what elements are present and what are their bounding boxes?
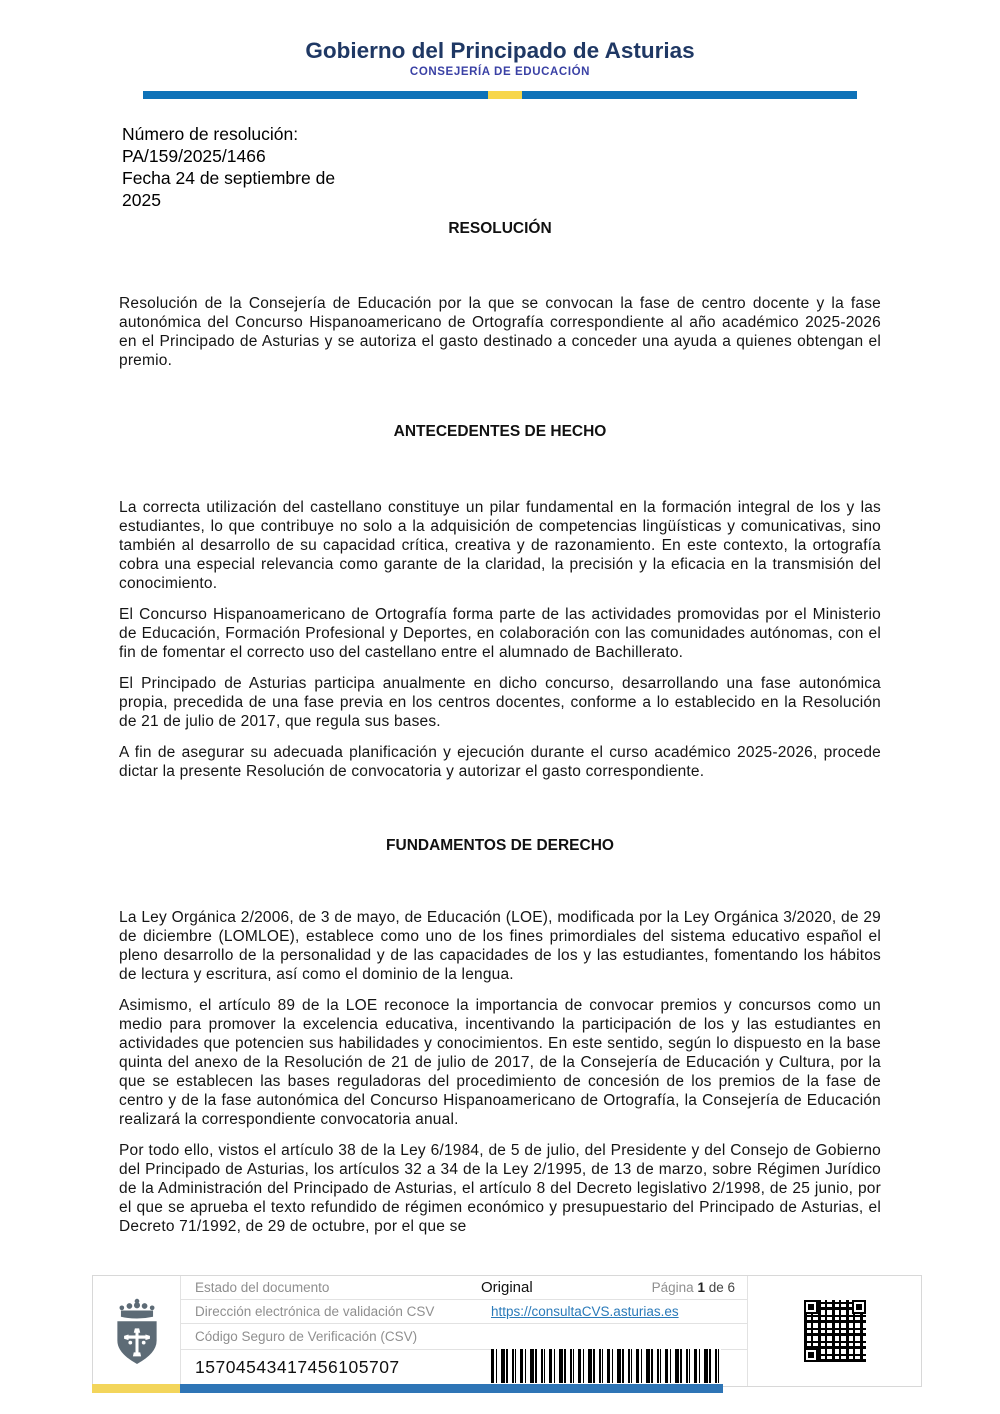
validation-url-row: [181, 1300, 747, 1324]
paragraph-antecedentes-2: El Concurso Hispanoamericano de Ortografía forma parte de las actividades promovidas por el Ministerio de Educación, Formación Profesional y Deportes, en colaboración con las comunidades autónomas, con el fin de fomentar el correcto uso del castellano entre el alumnado de Bachillerato.: [119, 606, 881, 661]
paragraph-intro: Resolución de la Consejería de Educación por la que se convocan la fase de centro docente y la fase autonómica del Concurso Hispanoamericano de Ortografía correspondiente al año académico 2025-2026 en el Principado de Asturias y se autoriza el gasto destinado a conceder una ayuda a quienes obtengan el premio.: [119, 295, 881, 369]
asturias-shield-icon: [110, 1298, 164, 1364]
gov-title: Gobierno del Principado de Asturias: [305, 38, 695, 63]
estado-label: Estado del documento: [195, 1280, 330, 1295]
qr-cell: [747, 1276, 921, 1386]
resolution-number-value: PA/159/2025/1466: [122, 146, 266, 166]
qr-finder-top-left: [804, 1300, 818, 1314]
resolution-date-line1: Fecha 24 de septiembre de: [122, 168, 336, 188]
heading-fundamentos: FUNDAMENTOS DE DERECHO: [386, 837, 614, 854]
pagina-word: Página: [651, 1280, 694, 1295]
paragraph-fundamentos-2: Asimismo, el artículo 89 de la LOE reconoce la importancia de convocar premios y concursos como un medio para promover la excelencia educativa, incentivando la participación de los y las estudiantes en actividades que potencien sus habilidades y conocimientos. En este sentido, según lo dispuesto en la base quinta del anexo de la Resolución de 21 de julio de 2017, de la Consejería de Educación y Cultura, por la que se establecen las bases reguladoras del procedimiento de concesión de los premios de la fase de centro y de la fase autonómica del Concurso Hispanoamericano de Ortografía, la Consejería de Educación realizará la correspondiente convocatoria anual.: [119, 997, 881, 1128]
qr-code-icon: [804, 1300, 866, 1362]
logo-cell: [93, 1276, 181, 1386]
paragraph-antecedentes-1: La correcta utilización del castellano constituye un pilar fundamental en la formación integral de los y las estudiantes, lo que contribuye no solo a la adquisición de competencias lingüísticas y comunicativas, sino también al desarrollo de su capacidad crítica, creativa y de razonamiento. En este contexto, la ortografía cobra una especial relevancia como garante de la claridad, la precisión y la eficacia en la transmisión del conocimiento.: [119, 499, 881, 592]
csv-code-label-row: [181, 1324, 747, 1350]
csv-url-label: Dirección electrónica de validación CSV: [195, 1304, 435, 1319]
qr-finder-bottom-left: [804, 1348, 818, 1362]
resolution-date-line2: 2025: [122, 190, 161, 210]
qr-finder-top-right: [852, 1300, 866, 1314]
document-status-row: [181, 1276, 747, 1300]
footer-accent-bar-yellow: [92, 1384, 180, 1393]
heading-antecedentes: ANTECEDENTES DE HECHO: [393, 423, 607, 440]
csv-code-label: Código Seguro de Verificación (CSV): [195, 1329, 418, 1344]
pagina-number: 1: [697, 1280, 705, 1295]
csv-validation-box: [92, 1275, 922, 1387]
heading-resolucion: RESOLUCIÓN: [448, 220, 552, 237]
estado-value: Original: [481, 1279, 533, 1296]
header-accent-bar: [143, 91, 857, 99]
page-indicator: [652, 1280, 735, 1295]
barcode: [491, 1349, 721, 1383]
paragraph-fundamentos-3: Por todo ello, vistos el artículo 38 de la Ley 6/1984, de 5 de julio, del Presidente y del Consejo de Gobierno del Principado de Asturias, los artículos 32 a 34 de la Ley 2/1995, de 13 de marzo, sobre Régimen Jurídico de la Administración del Principado de Asturias, el artículo 8 del Decreto legislativo 2/1998, de 25 junio, por el que se aprueba el texto refundido de régimen económico y presupuestario del Principado de Asturias, el Decreto 71/1992, de 29 de octubre, por el que se: [119, 1142, 881, 1235]
csv-validation-link[interactable]: https://consultaCVS.asturias.es: [491, 1304, 679, 1319]
footer-accent-bar: [92, 1384, 920, 1393]
paragraph-antecedentes-3: El Principado de Asturias participa anualmente en dicho concurso, desarrollando una fase autonómica propia, precedida de una fase previa en los centros docentes, conforme a lo establecido en la Resolución de 21 de julio de 2017, que regula sus bases.: [119, 675, 881, 730]
paragraph-antecedentes-4: A fin de asegurar su adecuada planificación y ejecución durante el curso académico 2025-2026, procede dictar la presente Resolución de convocatoria y autorizar el gasto correspondiente.: [119, 744, 881, 780]
csv-code-value: 15704543417456105707: [195, 1356, 400, 1377]
government-header: [0, 0, 1000, 79]
gov-subtitle: CONSEJERÍA DE EDUCACIÓN: [409, 66, 591, 78]
resolution-number-label: Número de resolución:: [122, 124, 299, 144]
csv-details: [181, 1276, 747, 1386]
paragraph-fundamentos-1: La Ley Orgánica 2/2006, de 3 de mayo, de Educación (LOE), modificada por la Ley Orgánica 3/2020, de 29 de diciembre (LOMLOE), establece como uno de los fines primordiales del sistema educativo español el pleno desarrollo de la personalidad y de las capacidades de los y las estudiantes, fomentando los hábitos de lectura y escritura, así como el dominio de la lengua.: [119, 909, 881, 983]
resolution-meta: [122, 123, 422, 211]
header-accent-bar-yellow: [488, 91, 522, 99]
pagina-total: de 6: [708, 1280, 735, 1295]
footer-accent-bar-blue: [180, 1384, 723, 1393]
